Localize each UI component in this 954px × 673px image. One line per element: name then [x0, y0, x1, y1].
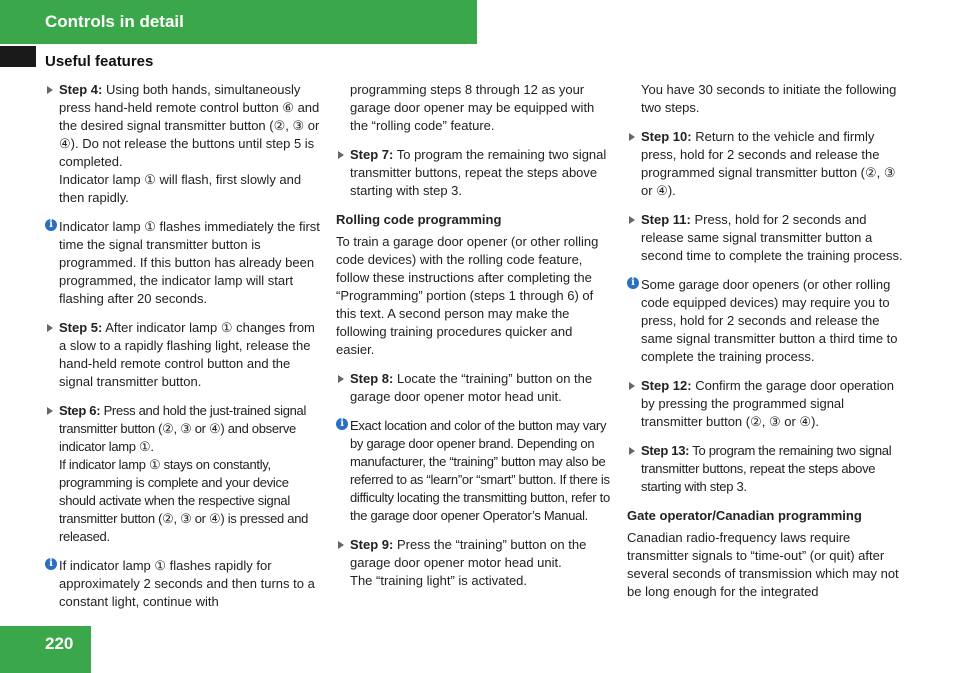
- step-label: Step 10:: [641, 129, 692, 144]
- step-10: [627, 128, 907, 200]
- step-label: Step 6:: [59, 403, 101, 418]
- info-note-4: [627, 276, 907, 366]
- step-4: [45, 81, 323, 171]
- info-icon: i: [336, 418, 348, 430]
- gate-operator-text: Canadian radio-frequency laws require transmitter signals to “time-out” (or quit) after several seconds of transmission which may not be long enough for the integrated: [627, 530, 899, 599]
- info-icon: i: [627, 277, 639, 289]
- arrow-bullet-icon: [629, 133, 635, 141]
- step-4-extra: Indicator lamp ① will flash, first slowly and then rapidly.: [59, 172, 302, 205]
- step-text: To program the remaining two signal transmitter buttons, repeat the steps above starting with step 3.: [641, 443, 892, 494]
- step-text: Locate the “training” button on the garage door opener motor head unit.: [350, 371, 593, 404]
- step-5: [45, 319, 323, 391]
- step-text: Press, hold for 2 seconds and release same signal transmitter button a second time to complete the training process.: [641, 212, 903, 263]
- step-label: Step 4:: [59, 82, 103, 97]
- column-2: [336, 81, 612, 601]
- info-text: Some garage door openers (or other rolling code equipped devices) may require you to press, hold for 2 seconds and release the same signal transmitter button a third time to complete the training process.: [641, 277, 898, 364]
- step-8: [336, 370, 612, 406]
- info-note-1: [45, 218, 323, 308]
- subheading-gate-operator: Gate operator/Canadian programming: [627, 508, 862, 523]
- column-1: [45, 81, 323, 622]
- step-text: Press and hold the just-trained signal transmitter button (②, ③ or ④) and observe indicator lamp ①.: [59, 403, 307, 454]
- step-text: Confirm the garage door operation by pressing the programmed signal transmitter button (②, ③ or ④).: [641, 378, 894, 429]
- arrow-bullet-icon: [47, 407, 53, 415]
- page-number: 220: [45, 634, 74, 653]
- info-text: Exact location and color of the button may vary by garage door opener brand. Depending on manufacturer, the “training” button may also be referred to as “learn”or “smart” button. If there is difficulty locating the transmitting button, refer to the garage door opener Operator’s Manual.: [350, 418, 610, 523]
- info-icon: i: [45, 219, 57, 231]
- step-text: Press the “training” button on the garage door opener motor head unit.: [350, 537, 587, 570]
- arrow-bullet-icon: [338, 541, 344, 549]
- step-9: [336, 536, 612, 572]
- info-note-2: [45, 557, 323, 611]
- step-text: After indicator lamp ① changes from a slow to a rapidly flashing light, release the hand-held remote control button and the signal transmitter button.: [59, 320, 315, 389]
- step-6: [45, 402, 323, 456]
- step-13: [627, 442, 907, 496]
- arrow-bullet-icon: [338, 151, 344, 159]
- arrow-bullet-icon: [629, 447, 635, 455]
- info-text: Indicator lamp ① flashes immediately the first time the signal transmitter button is programmed. If this button has already been programmed, the indicator lamp will start flashing after 20 seconds.: [59, 219, 320, 306]
- continued-text: You have 30 seconds to initiate the following two steps.: [641, 82, 897, 115]
- header-title: Controls in detail: [45, 12, 184, 31]
- section-marker: [0, 46, 36, 67]
- subheading-rolling-code: Rolling code programming: [336, 212, 502, 227]
- step-text: Using both hands, simultaneously press hand-held remote control button ⑥ and the desired signal transmitter button (②, ③ or ④). Do not release the buttons until step 5 is completed.: [59, 82, 320, 169]
- step-text: To program the remaining two signal transmitter buttons, repeat the steps above starting with step 3.: [350, 147, 607, 198]
- step-label: Step 13:: [641, 443, 690, 458]
- rolling-code-text: To train a garage door opener (or other rolling code devices) with the rolling code feature, follow these instructions after completing the “Programming” portion (steps 1 through 6) of this text. A second person may make the following training procedures quicker and easier.: [336, 234, 599, 357]
- info-text: If indicator lamp ① flashes rapidly for approximately 2 seconds and then turns to a constant light, continue with: [59, 558, 315, 609]
- info-note-3: [336, 417, 612, 525]
- step-label: Step 11:: [641, 212, 691, 227]
- arrow-bullet-icon: [629, 216, 635, 224]
- step-11: [627, 211, 907, 265]
- step-label: Step 9:: [350, 537, 394, 552]
- section-title: Useful features: [45, 53, 154, 70]
- step-7: [336, 146, 612, 200]
- arrow-bullet-icon: [338, 375, 344, 383]
- column-3: [627, 81, 907, 612]
- step-label: Step 7:: [350, 147, 394, 162]
- continued-text: programming steps 8 through 12 as your garage door opener may be equipped with the “rolling code” feature.: [350, 82, 595, 133]
- step-6-extra: If indicator lamp ① stays on constantly, programming is complete and your device should activate when the respective signal transmitter button (②, ③ or ④) is pressed and released.: [59, 457, 309, 544]
- step-9-extra: The “training light” is activated.: [350, 573, 528, 588]
- step-label: Step 5:: [59, 320, 103, 335]
- step-label: Step 8:: [350, 371, 394, 386]
- arrow-bullet-icon: [629, 382, 635, 390]
- arrow-bullet-icon: [47, 324, 53, 332]
- arrow-bullet-icon: [47, 86, 53, 94]
- step-text: Return to the vehicle and firmly press, hold for 2 seconds and release the programmed signal transmitter button (②, ③ or ④).: [641, 129, 896, 198]
- step-12: [627, 377, 907, 431]
- step-label: Step 12:: [641, 378, 692, 393]
- info-icon: i: [45, 558, 57, 570]
